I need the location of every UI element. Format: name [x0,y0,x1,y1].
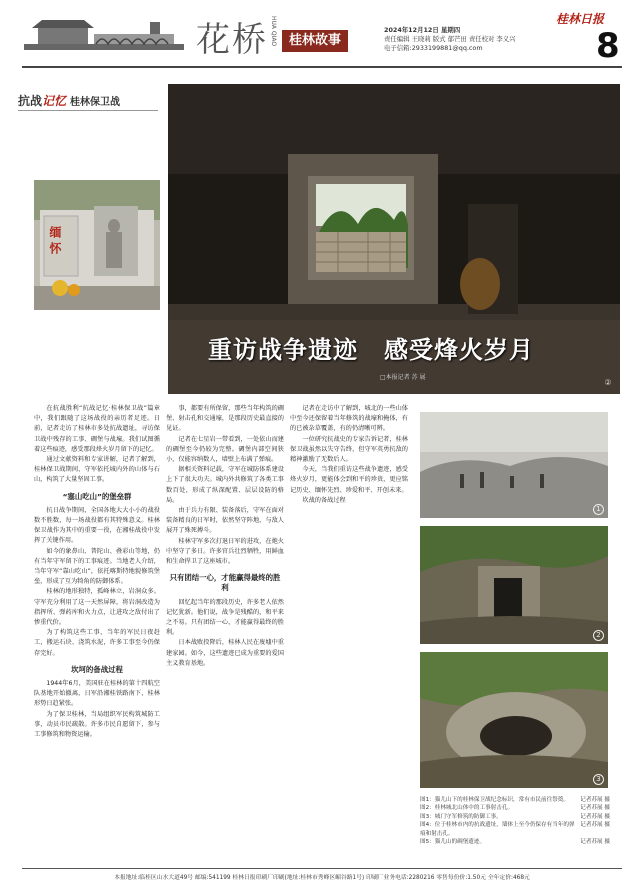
caption-credit: 记者苏展 摄 [580,839,610,846]
city-skyline-illustration [24,14,184,54]
article-paragraph: 据相关资料记载，守军在城防体系建设上下了很大功夫。城内外共修筑了各类工事数百处，形成了纵深配置、层层设防的格局。 [166,466,284,504]
caption-row [420,804,610,812]
photo-captions [420,796,610,846]
article-paragraph: 为了保卫桂林，当局组织军民构筑城防工事，动员市民疏散。许多市民自愿留下，参与工事修筑和物资运输。 [34,710,160,739]
article-paragraph: 回忆起当年的那段历史，许多老人依然记忆犹新。他们说，战争是残酷的，和平来之不易。只有团结一心，才能赢得最终的胜利。 [166,598,284,637]
section-pinyin: HUA QIAO [270,16,277,47]
main-headline [208,330,534,365]
headline-left: 重访战争遗迹 [208,336,358,364]
caption-credit: 记者苏展 摄 [580,797,610,803]
column-logo [18,90,158,108]
article-paragraph: 为了构筑这些工事，当年的军民日夜赶工，搬运石块、浇筑水泥，许多工事至今仍保存完好。 [34,629,160,657]
edition-info [384,26,584,53]
footer-info: 本报地址:临桂区山水大道49号 邮编:541199 桂林日报印刷厂印刷(地址:桂林市秀峰区嵋谷路1号) 印刷厂业务电话:2280216 零售每份价:1.50元 全年定价:468元 [114,875,530,881]
article-paragraph: 在抗战胜利“抗战记忆·桂林保卫战”篇章中，我们跟随了这场战役的亲历者足迹。日前，记者走访了桂林市多处抗战遗址，寻访保卫战中残存的工事、碉堡与战壕。我们试图循着这些痕迹，感受那段烽火岁月留下的记忆。 [34,405,160,453]
caption-row [420,813,610,821]
caption-text: 图1：猫儿山下的桂林保卫战纪念标识，常有市民前往祭奠。 [420,797,569,803]
monument-photo [34,180,160,310]
headline-right: 感受烽火岁月 [384,336,534,364]
caption-row [420,796,610,804]
column-logo-rule [18,110,158,111]
subheading-2: 只有团结一心，才能赢得最终的胜利 [169,573,281,593]
caption-credit: 记者苏展 摄 [580,822,610,829]
article-paragraph: 日本战败投降后，桂林人民在废墟中重建家园。如今，这些遗迹已成为重要的爱国主义教育基地。 [166,639,284,667]
article-paragraph: 由于兵力有限、装备落后，守军在面对装备精良的日军时，依然坚守阵地，与敌人展开了殊死搏斗。 [166,507,284,535]
caption-row [420,838,610,846]
hero-credit: □本报记者 苏 展 [380,374,426,381]
article-paragraph: 坎战的备战过程 [302,496,346,504]
page-number: 8 [596,26,620,66]
photo-soldiers-historic [420,412,608,518]
column-logo-part1: 抗战 [18,94,43,108]
article-paragraph: 一位研究抗战史的专家告诉记者，桂林保卫战虽然以失守告终，但守军英勇抗敌的精神激励了无数后人。 [290,435,408,464]
photo-number-badge: 3 [593,774,604,785]
article-paragraph: 桂林守军多次打退日军的进攻，在炮火中坚守了多日。许多官兵壮烈牺牲，用鲜血和生命捍卫了这座城市。 [166,537,284,566]
subheading-3: 坎坷的备战过程 [71,664,123,674]
caption-text: 图3：城门守军修筑的防御工事。 [420,813,502,820]
subheading-1: “塞山吃山”的堡垒群 [62,491,132,501]
article-paragraph: 桂林的地形独特，孤峰林立，岩洞众多。守军充分利用了这一天然屏障，将岩洞改造为指挥所、弹药库和火力点，让进攻之敌付出了惨重代价。 [34,588,160,627]
article-paragraph: 1944年6月，美国驻在桂林的第十四航空队基地开始撤离，日军沿湘桂铁路南下，桂林形势日趋紧张。 [34,680,160,708]
article-paragraph: 如今的象鼻山、普陀山、叠彩山等地，仍有当年守军留下的工事痕迹。当地老人介绍，当年守军“靠山吃山”，依托喀斯特地貌修筑堡垒，形成了互为犄角的防御体系。 [34,547,160,586]
caption-text: 图2：桂林城北山体中的工事射击孔。 [420,805,514,812]
article-paragraph: 今天，当我们重访这些战争遗迹，感受烽火岁月，更能体会到和平的珍贵，更应铭记历史、缅怀先烈、珍爱和平、开创未来。 [290,466,408,494]
photo-number-badge: 1 [593,504,604,515]
column-name-box: 桂林故事 [282,30,348,52]
column-logo-part3: 桂林保卫战 [70,97,121,108]
article-paragraph: 通过文献资料和专家讲解，记者了解到，桂林保卫战期间，守军依托城内外的山体与石山，构筑了大量坚固工事。 [34,456,160,484]
photo-number-badge: 2 [593,630,604,641]
photo-stone-bunker [420,652,608,788]
bunker-photo-illustration [420,652,608,788]
article-paragraph: 事，都要有所保留，那些当年构筑的碉堡、射击孔和交通壕，是那段历史最直接的见证。 [166,405,284,433]
section-title: 花桥 [196,20,268,60]
article-column-3 [290,404,408,864]
article-paragraph: 记者在七星岩一带看到，一处依山而建的碉堡至今仍较为完整。碉堡内部空间狭小，仅能容纳数人，墙壁上布满了弹痕。 [166,435,284,464]
caption-text: 图4：位于桂林市内的抗战遗址，墙体上至今仍保存有当年的弹痕和射击孔。 [420,822,575,837]
article-column-1 [34,404,160,864]
column-logo-part2: 记忆 [42,94,67,108]
historic-photo-illustration [420,412,608,518]
photo-number-badge: ② [604,378,612,387]
caption-text: 图5：猫儿山的碉堡遗迹。 [420,839,486,846]
article-column-2 [166,404,284,864]
issue-date: 2024年12月12日 星期四 [384,26,461,34]
caption-credit: 记者苏展 摄 [580,813,610,820]
article-paragraph: 记者在走访中了解到，城北的一些山体中至今还保留着当年修筑的战壕和掩体，有的已被杂草覆盖，有的仍清晰可辨。 [290,405,408,433]
photo-cave-entrance [420,526,608,644]
masthead [0,0,640,72]
newspaper-logo: 桂林日报 [556,12,605,26]
masthead-rule [22,66,622,68]
article-paragraph: 抗日战争期间，全国各地大大小小的战役数不胜数，每一场战役都有其特殊意义。桂林保卫战作为其中的重要一役，在湘桂战役中发挥了关键作用。 [34,506,160,545]
editor-email: 电子信箱:2933199881@qq.com [384,44,483,52]
caption-row [420,821,610,838]
cave-photo-illustration [420,526,608,644]
monument-inscription: 缅 怀 [48,226,62,255]
caption-credit: 记者苏展 摄 [580,805,610,812]
editor-credits: 责任编辑 王晓莉 版式 郁芒田 责任校对 李义兴 [384,35,516,43]
footer-rule [22,868,622,869]
